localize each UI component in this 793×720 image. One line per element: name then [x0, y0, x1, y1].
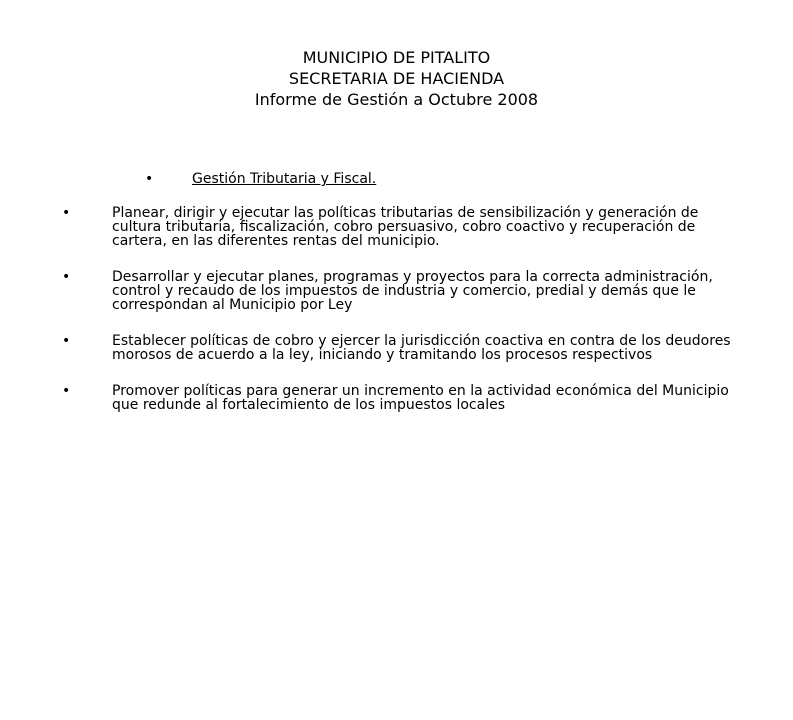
section-heading	[145, 171, 376, 188]
header-department: SECRETARIA DE HACIENDA	[288, 69, 505, 88]
bullet-icon: •	[145, 171, 154, 187]
bullet-icon: •	[62, 383, 71, 399]
list-item-text: Establecer políticas de cobro y ejercer la jurisdicción coactiva en contra de los deudores morosos de acuerdo a la ley, iniciando y tramitando los procesos respectivos	[112, 333, 731, 363]
bullet-list	[62, 206, 752, 434]
list-item-text: Planear, dirigir y ejecutar las políticas tributarias de sensibilización y generación de cultura tributaria, fiscalización, cobro persuasivo, cobro coactivo y recuperación de cartera, en las diferentes rentas del municipio.	[112, 205, 699, 249]
list-item	[62, 384, 752, 412]
list-item	[62, 206, 752, 248]
bullet-icon: •	[62, 205, 71, 221]
list-item-text: Desarrollar y ejecutar planes, programas y proyectos para la correcta administración, control y recaudo de los impuestos de industria y comercio, predial y demás que le correspondan al Municipio por Ley	[112, 269, 713, 313]
list-item	[62, 270, 752, 312]
list-item	[62, 334, 752, 362]
list-item-text: Promover políticas para generar un incremento en la actividad económica del Municipio que redunde al fortalecimiento de los impuestos locales	[112, 383, 729, 413]
section-heading-text: Gestión Tributaria y Fiscal.	[192, 171, 377, 187]
header-report-title: Informe de Gestión a Octubre 2008	[254, 90, 539, 109]
bullet-icon: •	[62, 333, 71, 349]
bullet-icon: •	[62, 269, 71, 285]
document-header	[0, 47, 793, 110]
header-municipality: MUNICIPIO DE PITALITO	[302, 48, 491, 67]
